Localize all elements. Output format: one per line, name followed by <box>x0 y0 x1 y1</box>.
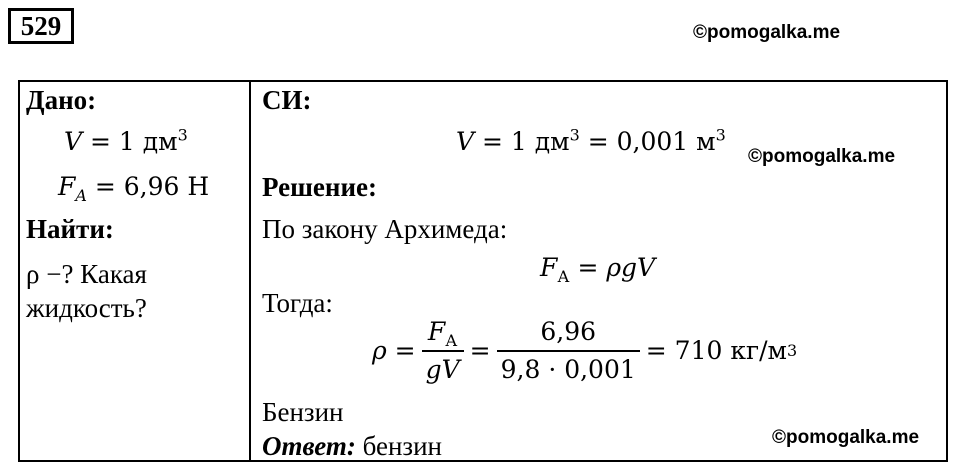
formula-force-subscript: А <box>557 267 570 286</box>
si-conversion <box>456 126 726 158</box>
symbolic-fraction <box>422 316 464 386</box>
given-volume-symbol: V <box>64 127 83 156</box>
answer-line <box>262 430 442 462</box>
si-volume-m: = 0,001 м <box>587 127 716 156</box>
numeric-numerator: 6,96 <box>540 317 597 346</box>
given-force-subscript: A <box>75 186 87 205</box>
find-line-2: жидкость? <box>26 293 147 323</box>
density-equation: ρ = $\frac{F_А}{gV}$ = $\frac{6,96}{9,8 \cdot 0,001}$ = 710 кг/м 3 <box>372 317 798 384</box>
given-force-value: = 6,96 Н <box>94 172 210 201</box>
numerator-force-symbol: F <box>427 317 446 346</box>
given-heading: Дано: <box>26 85 97 115</box>
problem-number: 529 <box>8 8 74 44</box>
archimedes-formula <box>540 252 655 284</box>
answer-value: бензин <box>362 431 442 461</box>
si-m-exponent: 3 <box>715 125 726 145</box>
given-force <box>58 171 209 203</box>
formula-force-symbol: F <box>540 253 558 282</box>
si-volume-dm: = 1 дм <box>482 127 570 156</box>
numerator-force-subscript: А <box>445 331 458 350</box>
watermark-bottom: ©pomogalka.me <box>772 427 920 448</box>
symbolic-denominator: gV <box>422 350 464 386</box>
density-result: = 710 кг/м <box>645 336 787 365</box>
archimedes-law-text: По закону Архимеда: <box>262 214 508 244</box>
column-divider <box>249 80 251 462</box>
given-volume <box>64 126 188 158</box>
then-text: Тогда: <box>262 288 333 318</box>
solution-heading: Решение: <box>262 172 377 202</box>
watermark-middle: ©pomogalka.me <box>748 146 896 167</box>
find-line-1: ρ −? Какая <box>26 259 147 289</box>
watermark-top: ©pomogalka.me <box>693 22 841 43</box>
given-force-symbol: F <box>58 172 76 201</box>
equals-sign: = <box>469 336 491 365</box>
answer-label: Ответ: <box>262 431 356 461</box>
si-volume-symbol: V <box>456 127 475 156</box>
find-heading: Найти: <box>26 214 114 244</box>
numeric-denominator: 9,8 · 0,001 <box>497 350 640 386</box>
si-dm-exponent: 3 <box>569 125 580 145</box>
density-lhs: ρ = <box>372 336 416 365</box>
numeric-fraction <box>497 316 640 386</box>
given-volume-value: = 1 дм <box>90 127 178 156</box>
given-volume-exponent: 3 <box>177 125 188 145</box>
symbolic-numerator <box>424 316 461 350</box>
liquid-name: Бензин <box>262 397 344 427</box>
formula-rhs: = ρgV <box>577 253 656 282</box>
si-heading: СИ: <box>262 85 312 115</box>
